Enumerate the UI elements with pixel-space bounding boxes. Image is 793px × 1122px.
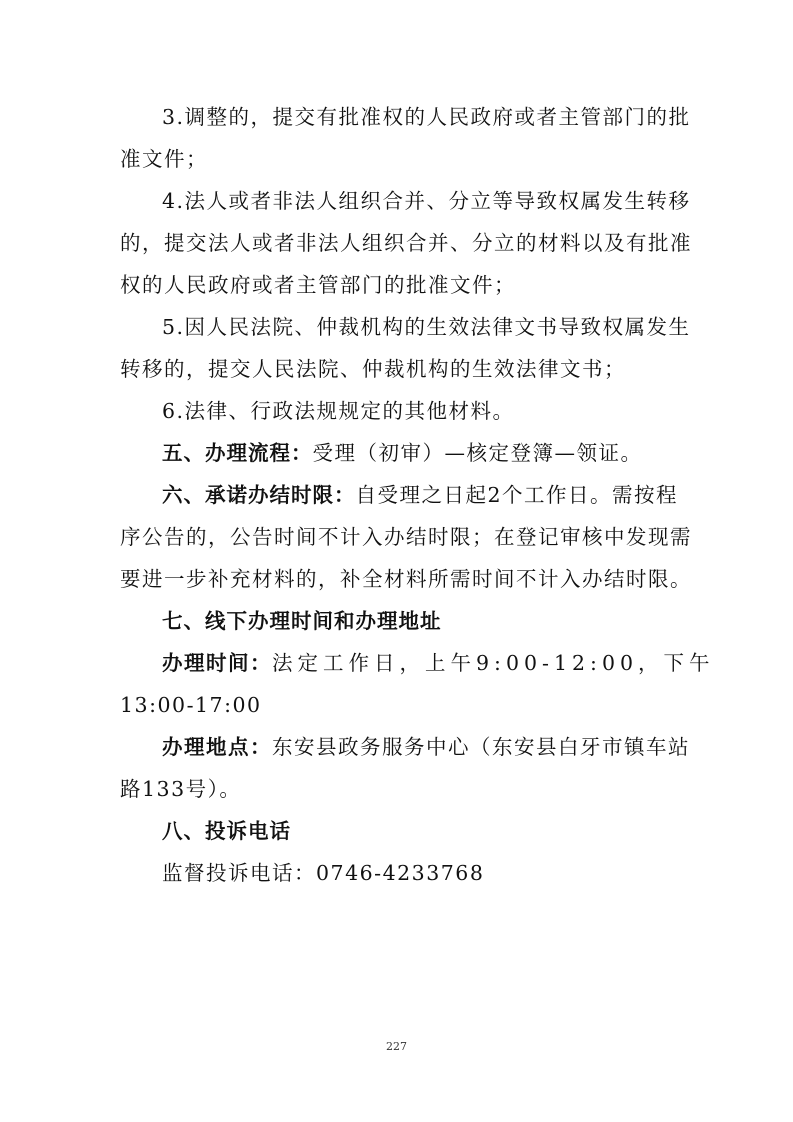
complaint-phone: 监督投诉电话：0746-4233768	[162, 861, 485, 885]
section-6-line-3: 要进一步补充材料的，补全材料所需时间不计入办结时限。	[120, 567, 692, 591]
address-line-2: 路133号）。	[120, 777, 242, 801]
section-7-title: 七、线下办理时间和办理地址	[162, 609, 442, 633]
office-hours-label: 办理时间：	[162, 651, 272, 675]
item-3-line-2: 准文件；	[120, 147, 208, 171]
item-4-line-3: 权的人民政府或者主管部门的批准文件；	[120, 273, 516, 297]
item-4-line-1: 4.法人或者非法人组织合并、分立等导致权属发生转移	[162, 189, 691, 213]
section-5-title: 五、办理流程：	[162, 441, 313, 465]
office-hours-line-2: 13:00-17:00	[120, 693, 262, 717]
section-6-line-2: 序公告的，公告时间不计入办结时限；在登记审核中发现需	[120, 525, 692, 549]
section-8-title: 八、投诉电话	[162, 819, 291, 843]
page-number: 227	[386, 1040, 407, 1053]
section-5	[162, 439, 676, 467]
item-3-line-1: 3.调整的，提交有批准权的人民政府或者主管部门的批	[162, 105, 691, 129]
item-6-line: 6.法律、行政法规规定的其他材料。	[162, 399, 515, 423]
address-line-1	[162, 733, 690, 761]
section-6-text-1: 自受理之日起2个工作日。需按程	[355, 483, 679, 507]
address-label: 办理地点：	[162, 735, 272, 759]
section-5-text: 受理（初审）—核定登簿—领证。	[312, 441, 643, 465]
address-text-1: 东安县政务服务中心（东安县白牙市镇车站	[272, 735, 690, 759]
item-4-line-2: 的，提交法人或者非法人组织合并、分立的材料以及有批准	[120, 231, 692, 255]
item-5-line-2: 转移的，提交人民法院、仲裁机构的生效法律文书；	[120, 357, 626, 381]
office-hours-text-1: 法定工作日，上午9:00-12:00，下午	[272, 651, 715, 675]
section-6-line-1	[162, 481, 679, 509]
office-hours-line-1	[162, 649, 715, 677]
section-6-title: 六、承诺办结时限：	[162, 483, 356, 507]
item-5-line-1: 5.因人民法院、仲裁机构的生效法律文书导致权属发生	[162, 315, 691, 339]
